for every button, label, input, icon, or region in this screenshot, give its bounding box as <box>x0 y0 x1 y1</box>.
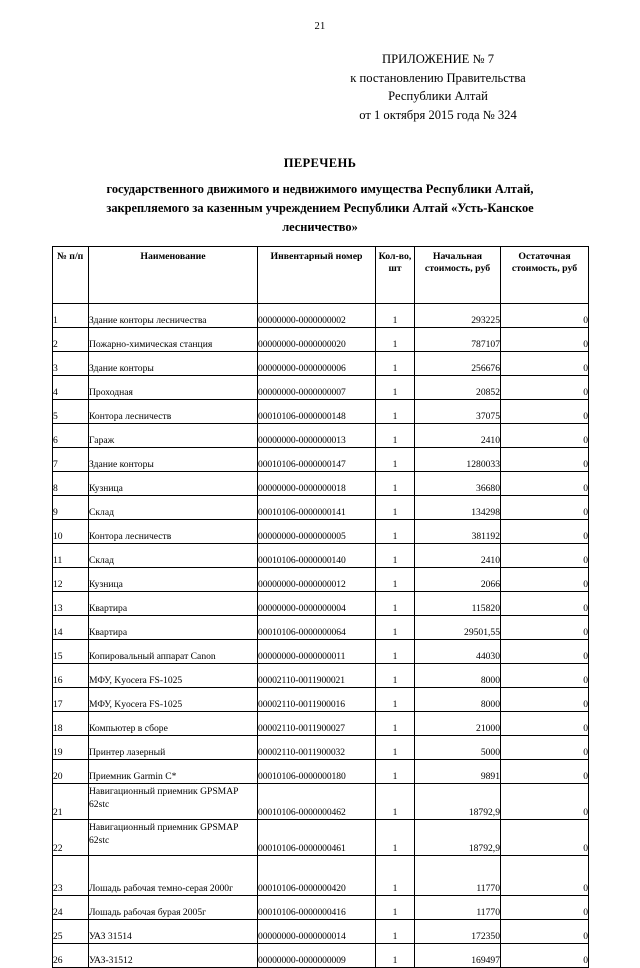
cell-start-cost: 134298 <box>415 496 501 520</box>
cell-start-cost: 115820 <box>415 592 501 616</box>
cell-inventory: 00000000-0000000012 <box>258 568 376 592</box>
cell-start-cost: 2066 <box>415 568 501 592</box>
cell-inventory: 00000000-0000000018 <box>258 472 376 496</box>
cell-start-cost: 37075 <box>415 400 501 424</box>
cell-quantity: 1 <box>376 472 415 496</box>
cell-row-number: 25 <box>53 920 89 944</box>
cell-inventory: 00010106-0000000141 <box>258 496 376 520</box>
cell-quantity: 1 <box>376 920 415 944</box>
cell-name: Склад <box>89 544 258 568</box>
cell-row-number: 14 <box>53 616 89 640</box>
cell-residual-cost: 0 <box>501 640 589 664</box>
cell-residual-cost: 0 <box>501 592 589 616</box>
cell-quantity: 1 <box>376 520 415 544</box>
cell-row-number: 13 <box>53 592 89 616</box>
cell-start-cost: 11770 <box>415 856 501 896</box>
column-header-residual-cost-line-1: Остаточная <box>518 251 571 262</box>
cell-name: Контора лесничеств <box>89 400 258 424</box>
column-header-inventory: Инвентарный номер <box>258 247 376 304</box>
cell-name: Компьютер в сборе <box>89 712 258 736</box>
appendix-heading-line-4: от 1 октября 2015 года № 324 <box>359 107 517 122</box>
table-row <box>53 688 589 712</box>
cell-quantity: 1 <box>376 820 415 856</box>
cell-residual-cost: 0 <box>501 736 589 760</box>
cell-row-number: 5 <box>53 400 89 424</box>
table-row <box>53 616 589 640</box>
cell-name: Копировальный аппарат Canon <box>89 640 258 664</box>
cell-quantity: 1 <box>376 712 415 736</box>
cell-residual-cost: 0 <box>501 896 589 920</box>
cell-row-number: 10 <box>53 520 89 544</box>
cell-residual-cost: 0 <box>501 920 589 944</box>
column-header-residual-cost-line-2: стоимость, руб <box>511 263 578 274</box>
cell-residual-cost: 0 <box>501 820 589 856</box>
table-row <box>53 592 589 616</box>
page-subtitle: государственного движимого и недвижимого имущества Республики Алтай, закрепляемого за казенным учреждением Республики Алтай «Усть-Канское лесничество» <box>106 182 534 234</box>
cell-row-number: 23 <box>53 856 89 896</box>
cell-inventory: 00010106-0000000140 <box>258 544 376 568</box>
cell-residual-cost: 0 <box>501 944 589 968</box>
table-row <box>53 472 589 496</box>
cell-row-number: 11 <box>53 544 89 568</box>
table-row <box>53 896 589 920</box>
table-row <box>53 664 589 688</box>
cell-residual-cost: 0 <box>501 688 589 712</box>
cell-name: МФУ, Kyocera FS-1025 <box>89 688 258 712</box>
table-row <box>53 520 589 544</box>
column-header-start-cost-line-1: Начальная <box>432 251 483 262</box>
cell-start-cost: 1280033 <box>415 448 501 472</box>
cell-residual-cost: 0 <box>501 664 589 688</box>
table-row <box>53 784 589 820</box>
cell-name: Пожарно-химическая станция <box>89 328 258 352</box>
cell-start-cost: 381192 <box>415 520 501 544</box>
cell-quantity: 1 <box>376 944 415 968</box>
cell-residual-cost: 0 <box>501 448 589 472</box>
cell-start-cost: 36680 <box>415 472 501 496</box>
column-header-quantity-line-1: Кол-во, <box>378 251 412 262</box>
table-body <box>53 304 589 968</box>
table-row <box>53 820 589 856</box>
cell-quantity: 1 <box>376 544 415 568</box>
table-row <box>53 920 589 944</box>
cell-row-number: 8 <box>53 472 89 496</box>
cell-quantity: 1 <box>376 400 415 424</box>
cell-name: Кузница <box>89 568 258 592</box>
cell-residual-cost: 0 <box>501 856 589 896</box>
cell-inventory: 00000000-0000000011 <box>258 640 376 664</box>
cell-quantity: 1 <box>376 688 415 712</box>
cell-inventory: 00000000-0000000002 <box>258 304 376 328</box>
appendix-heading-line-2: к постановлению Правительства <box>350 70 526 85</box>
cell-inventory: 00010106-0000000147 <box>258 448 376 472</box>
cell-residual-cost: 0 <box>501 400 589 424</box>
table-row <box>53 760 589 784</box>
cell-inventory: 00002110-0011900016 <box>258 688 376 712</box>
cell-inventory: 00010106-0000000462 <box>258 784 376 820</box>
cell-quantity: 1 <box>376 496 415 520</box>
cell-start-cost: 21000 <box>415 712 501 736</box>
table-row <box>53 568 589 592</box>
cell-residual-cost: 0 <box>501 616 589 640</box>
cell-inventory: 00000000-0000000020 <box>258 328 376 352</box>
cell-residual-cost: 0 <box>501 568 589 592</box>
column-header-quantity-line-2: шт <box>388 263 402 274</box>
cell-row-number: 2 <box>53 328 89 352</box>
cell-name: Контора лесничеств <box>89 520 258 544</box>
cell-inventory: 00010106-0000000420 <box>258 856 376 896</box>
column-header-quantity <box>376 247 415 304</box>
cell-residual-cost: 0 <box>501 352 589 376</box>
cell-quantity: 1 <box>376 616 415 640</box>
cell-row-number: 22 <box>53 820 89 856</box>
cell-start-cost: 11770 <box>415 896 501 920</box>
cell-inventory: 00000000-0000000004 <box>258 592 376 616</box>
cell-row-number: 19 <box>53 736 89 760</box>
column-header-number: № п/п <box>53 247 89 304</box>
cell-quantity: 1 <box>376 376 415 400</box>
cell-inventory: 00010106-0000000064 <box>258 616 376 640</box>
cell-start-cost: 169497 <box>415 944 501 968</box>
table-row <box>53 376 589 400</box>
cell-row-number: 7 <box>53 448 89 472</box>
cell-name: Навигационный приемник GPSMAP 62stc <box>89 820 258 856</box>
cell-inventory: 00010106-0000000148 <box>258 400 376 424</box>
cell-row-number: 15 <box>53 640 89 664</box>
table-row <box>53 944 589 968</box>
cell-name: МФУ, Kyocera FS-1025 <box>89 664 258 688</box>
cell-quantity: 1 <box>376 448 415 472</box>
cell-residual-cost: 0 <box>501 496 589 520</box>
cell-residual-cost: 0 <box>501 520 589 544</box>
cell-name: Приемник Garmin C* <box>89 760 258 784</box>
table-row <box>53 544 589 568</box>
cell-residual-cost: 0 <box>501 304 589 328</box>
cell-inventory: 00010106-0000000180 <box>258 760 376 784</box>
column-header-start-cost <box>415 247 501 304</box>
cell-residual-cost: 0 <box>501 712 589 736</box>
cell-row-number: 1 <box>53 304 89 328</box>
table-row <box>53 424 589 448</box>
cell-inventory: 00000000-0000000014 <box>258 920 376 944</box>
cell-row-number: 12 <box>53 568 89 592</box>
cell-name: Здание конторы <box>89 448 258 472</box>
cell-inventory: 00000000-0000000013 <box>258 424 376 448</box>
column-header-residual-cost <box>501 247 589 304</box>
table-header-row <box>53 247 589 304</box>
cell-name: Склад <box>89 496 258 520</box>
appendix-heading-line-1: ПРИЛОЖЕНИЕ № 7 <box>382 52 494 66</box>
cell-start-cost: 293225 <box>415 304 501 328</box>
cell-start-cost: 172350 <box>415 920 501 944</box>
cell-start-cost: 5000 <box>415 736 501 760</box>
cell-quantity: 1 <box>376 424 415 448</box>
cell-inventory: 00000000-0000000006 <box>258 352 376 376</box>
cell-quantity: 1 <box>376 568 415 592</box>
cell-quantity: 1 <box>376 784 415 820</box>
page-number: 21 <box>314 21 326 32</box>
cell-row-number: 3 <box>53 352 89 376</box>
cell-quantity: 1 <box>376 664 415 688</box>
cell-quantity: 1 <box>376 304 415 328</box>
table-row <box>53 496 589 520</box>
cell-name: УАЗ-31512 <box>89 944 258 968</box>
table-row <box>53 352 589 376</box>
column-header-start-cost-line-2: стоимость, руб <box>424 263 491 274</box>
cell-name: Лошадь рабочая бурая 2005г <box>89 896 258 920</box>
cell-row-number: 24 <box>53 896 89 920</box>
cell-start-cost: 787107 <box>415 328 501 352</box>
cell-residual-cost: 0 <box>501 424 589 448</box>
cell-inventory: 00010106-0000000461 <box>258 820 376 856</box>
cell-name: Навигационный приемник GPSMAP 62stc <box>89 784 258 820</box>
table-row <box>53 400 589 424</box>
cell-start-cost: 29501,55 <box>415 616 501 640</box>
cell-residual-cost: 0 <box>501 328 589 352</box>
cell-start-cost: 18792,9 <box>415 820 501 856</box>
cell-start-cost: 18792,9 <box>415 784 501 820</box>
cell-start-cost: 9891 <box>415 760 501 784</box>
cell-start-cost: 8000 <box>415 688 501 712</box>
column-header-name: Наименование <box>89 247 258 304</box>
table-header <box>53 247 589 304</box>
cell-quantity: 1 <box>376 328 415 352</box>
cell-name: Лошадь рабочая темно-серая 2000г <box>89 856 258 896</box>
table-row <box>53 304 589 328</box>
cell-residual-cost: 0 <box>501 376 589 400</box>
cell-name: Гараж <box>89 424 258 448</box>
cell-row-number: 20 <box>53 760 89 784</box>
cell-start-cost: 8000 <box>415 664 501 688</box>
cell-residual-cost: 0 <box>501 760 589 784</box>
cell-name: Квартира <box>89 616 258 640</box>
cell-quantity: 1 <box>376 592 415 616</box>
table-row <box>53 856 589 896</box>
cell-row-number: 17 <box>53 688 89 712</box>
table-row <box>53 328 589 352</box>
cell-row-number: 9 <box>53 496 89 520</box>
cell-start-cost: 20852 <box>415 376 501 400</box>
appendix-heading <box>288 50 588 124</box>
cell-name: Здание конторы лесничества <box>89 304 258 328</box>
cell-inventory: 00002110-0011900021 <box>258 664 376 688</box>
cell-quantity: 1 <box>376 640 415 664</box>
cell-row-number: 4 <box>53 376 89 400</box>
cell-residual-cost: 0 <box>501 472 589 496</box>
cell-quantity: 1 <box>376 352 415 376</box>
table-row <box>53 448 589 472</box>
cell-quantity: 1 <box>376 896 415 920</box>
cell-residual-cost: 0 <box>501 544 589 568</box>
cell-inventory: 00000000-0000000007 <box>258 376 376 400</box>
cell-quantity: 1 <box>376 736 415 760</box>
cell-name: Проходная <box>89 376 258 400</box>
cell-row-number: 18 <box>53 712 89 736</box>
assets-table <box>52 246 589 968</box>
cell-start-cost: 2410 <box>415 544 501 568</box>
cell-name: Квартира <box>89 592 258 616</box>
cell-quantity: 1 <box>376 856 415 896</box>
cell-inventory: 00000000-0000000005 <box>258 520 376 544</box>
cell-name: Здание конторы <box>89 352 258 376</box>
cell-name: УАЗ 31514 <box>89 920 258 944</box>
cell-inventory: 00010106-0000000416 <box>258 896 376 920</box>
table-row <box>53 640 589 664</box>
cell-residual-cost: 0 <box>501 784 589 820</box>
cell-name: Принтер лазерный <box>89 736 258 760</box>
cell-start-cost: 2410 <box>415 424 501 448</box>
page-title: ПЕРЕЧЕНЬ <box>283 156 357 170</box>
cell-name: Кузница <box>89 472 258 496</box>
table-row <box>53 736 589 760</box>
cell-start-cost: 44030 <box>415 640 501 664</box>
cell-row-number: 16 <box>53 664 89 688</box>
appendix-heading-line-3: Республики Алтай <box>388 89 488 104</box>
cell-inventory: 00002110-0011900032 <box>258 736 376 760</box>
cell-inventory: 00000000-0000000009 <box>258 944 376 968</box>
cell-inventory: 00002110-0011900027 <box>258 712 376 736</box>
table-row <box>53 712 589 736</box>
cell-quantity: 1 <box>376 760 415 784</box>
cell-row-number: 21 <box>53 784 89 820</box>
cell-row-number: 26 <box>53 944 89 968</box>
cell-start-cost: 256676 <box>415 352 501 376</box>
cell-row-number: 6 <box>53 424 89 448</box>
